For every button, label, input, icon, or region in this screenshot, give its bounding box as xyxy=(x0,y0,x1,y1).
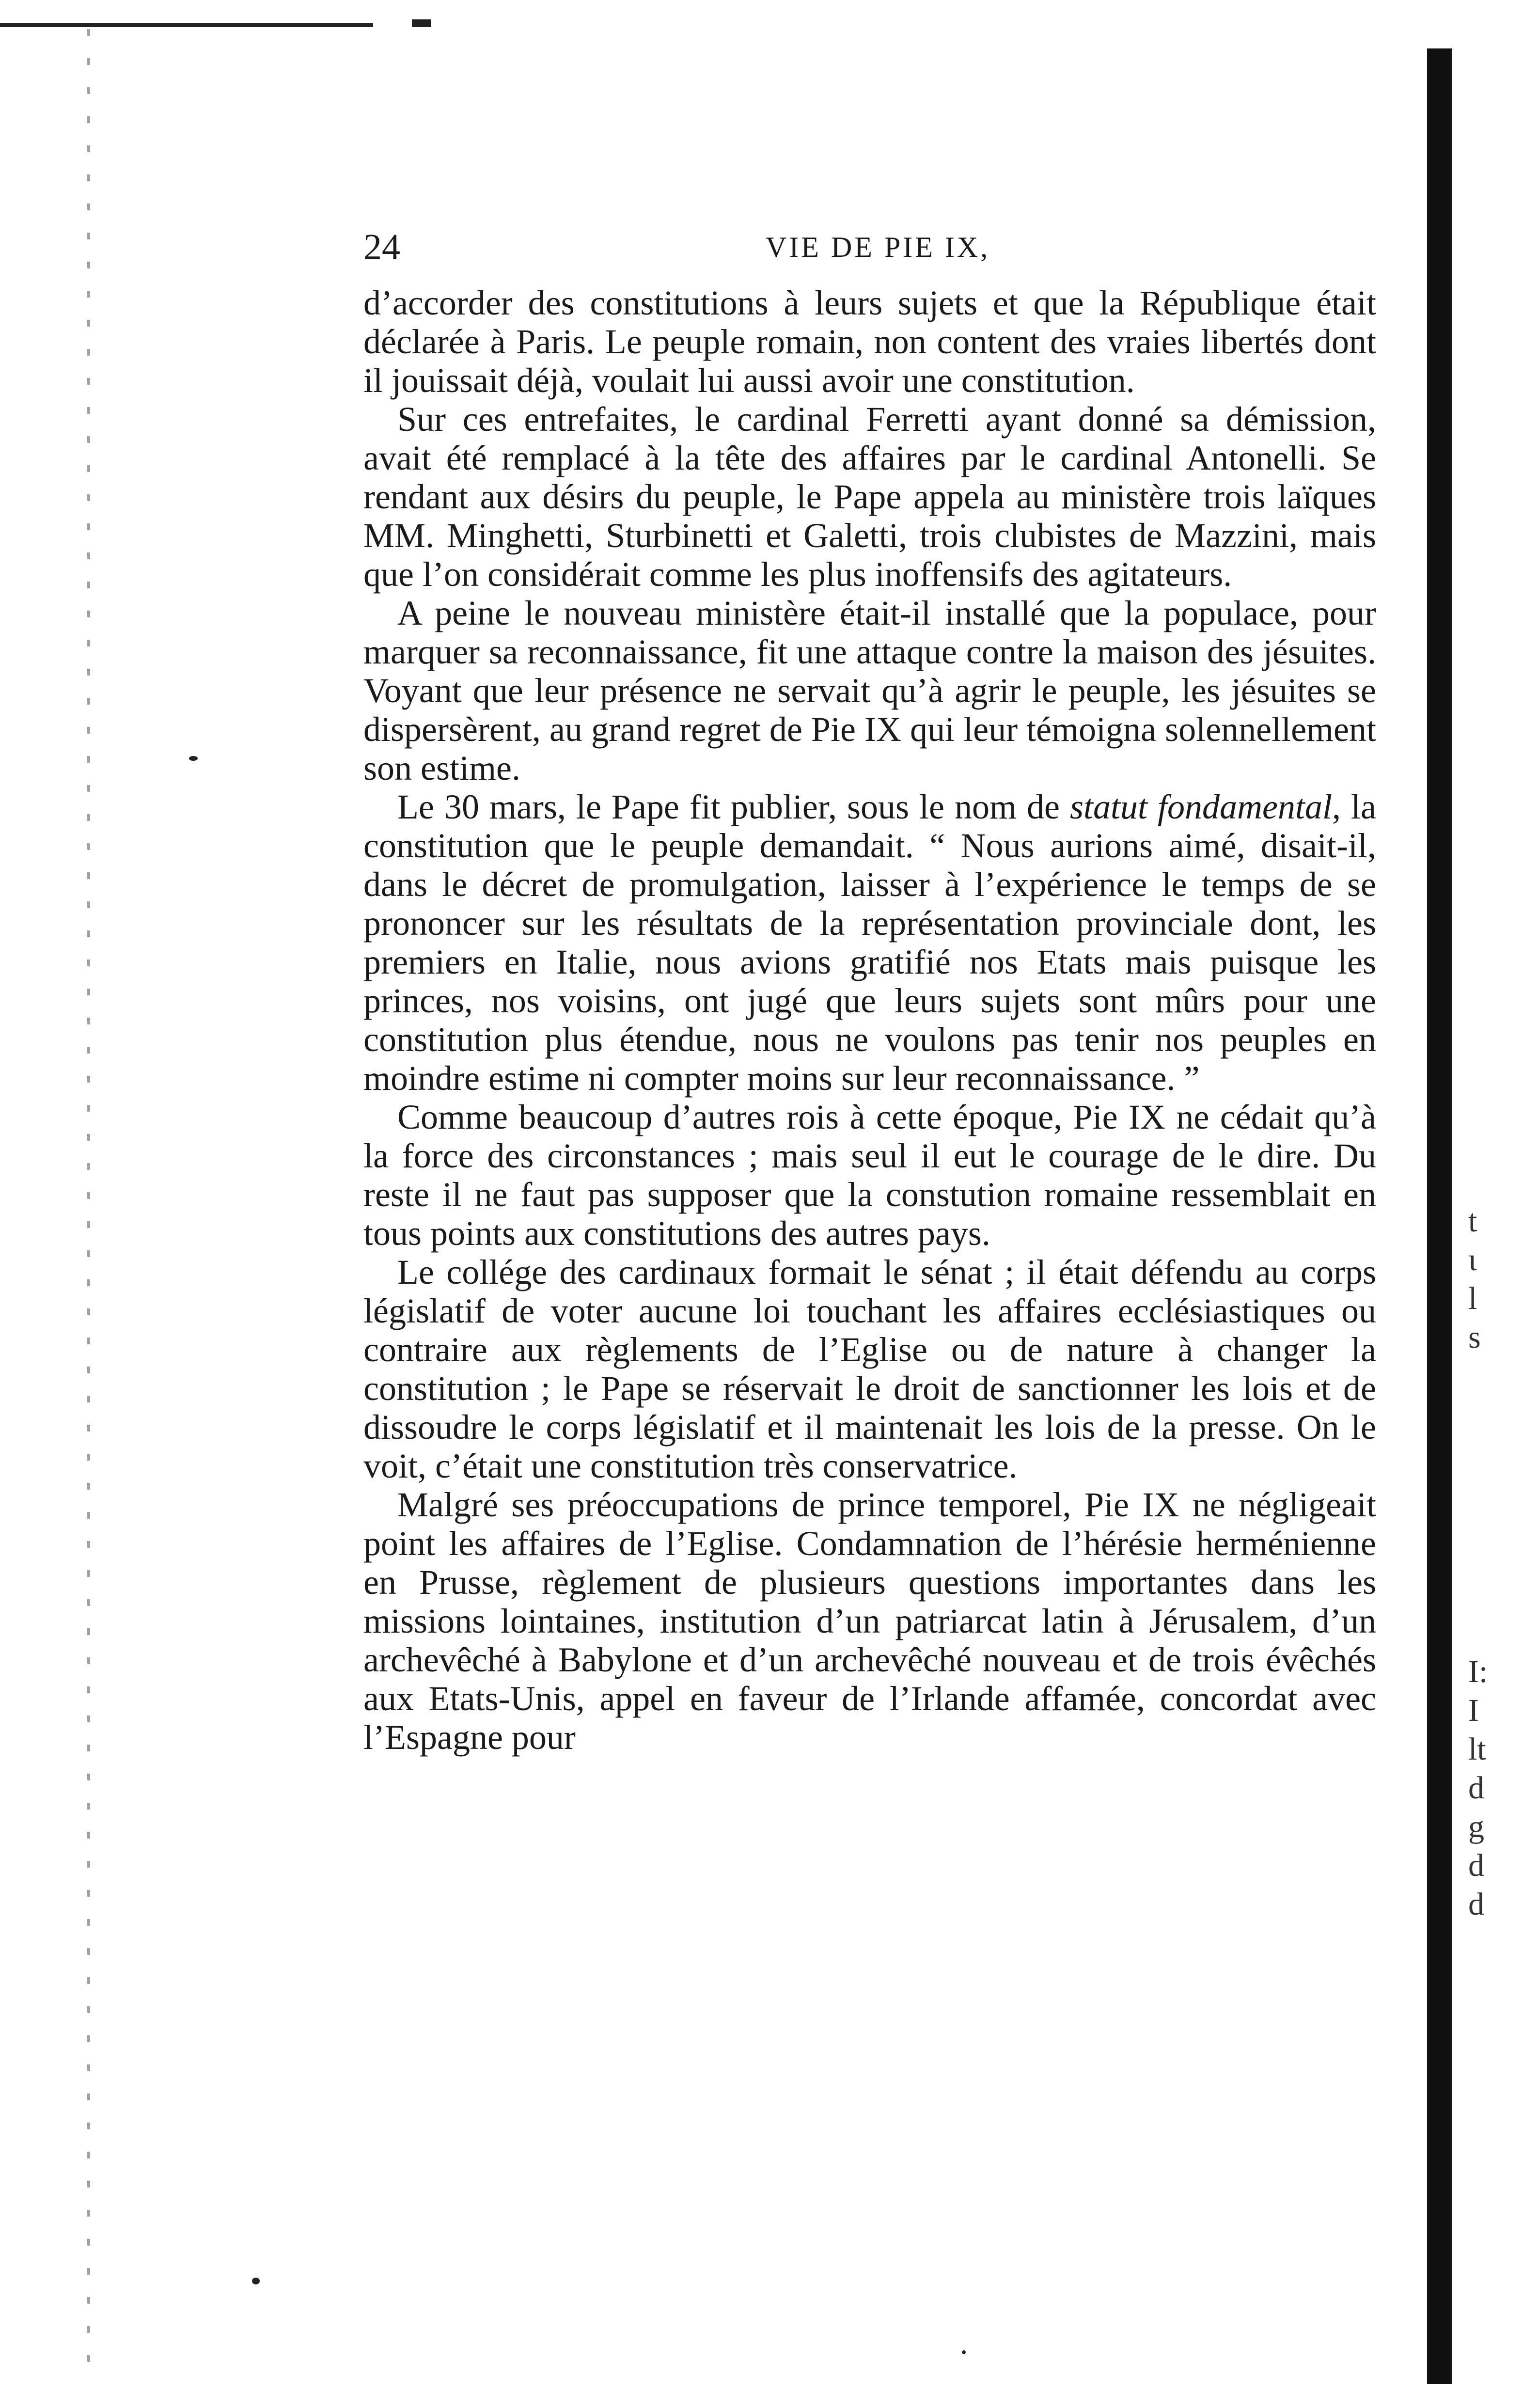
running-title: VIE DE PIE IX, xyxy=(766,231,990,263)
scan-top-mark xyxy=(412,19,431,27)
paragraph: Sur ces entrefaites, le cardinal Ferretti ayant donné sa démission, avait été remplacé à la tête des affaires par le cardinal Antonelli. Se rendant aux désirs du peuple, le Pape appela au ministère trois laïques MM. Minghetti, Sturbinetti et Galetti, trois clubistes de Mazzini, mais que l’on considérait comme les plus inoffensifs des agitateurs. xyxy=(363,400,1376,594)
italic-term: statut fondamental xyxy=(1070,787,1333,826)
scan-left-gutter xyxy=(87,29,90,2384)
fragment-group xyxy=(1468,1202,1507,1357)
scan-speck xyxy=(962,2350,966,2354)
page-number: 24 xyxy=(363,227,400,268)
margin-fragment: s xyxy=(1468,1320,1481,1355)
scan-speck xyxy=(252,2278,260,2284)
scan-top-rule xyxy=(0,23,373,27)
margin-fragment: d xyxy=(1468,1770,1484,1806)
margin-fragment: t xyxy=(1468,1203,1477,1239)
margin-fragment: l xyxy=(1468,1281,1477,1316)
scan-right-edge-bar xyxy=(1427,48,1452,2384)
margin-fragment: g xyxy=(1468,1809,1484,1844)
facing-page-fragments xyxy=(1468,1202,1507,1922)
paragraph: Comme beaucoup d’autres rois à cette époque, Pie IX ne cédait qu’à la force des circonstances ; mais seul il eut le courage de le dire. Du reste il ne faut pas supposer que la constution romaine ressemblait en tous points aux constitutions des autres pays. xyxy=(363,1098,1376,1253)
margin-fragment: I: xyxy=(1468,1654,1488,1689)
paragraph-text: Le 30 mars, le Pape fit publier, sous le nom de xyxy=(397,787,1070,826)
fragment-group xyxy=(1468,1653,1488,1924)
margin-fragment: I xyxy=(1468,1693,1479,1728)
paragraph: Le collége des cardinaux formait le sénat ; il était défendu au corps législatif de voter aucune loi touchant les affaires ecclésiastiques ou contraire aux règlements de l’Eglise ou de nature à changer la constitution ; le Pape se réservait le droit de sanctionner les lois et de dissoudre le corps législatif et il maintenait les lois de la presse. On le voit, c’était une constitution très conservatrice. xyxy=(363,1253,1376,1485)
body-text xyxy=(363,283,1376,1757)
margin-fragment: d xyxy=(1468,1848,1484,1883)
paragraph-text: , la constitution que le peuple demandait. “ Nous aurions aimé, disait-il, dans le décret de promulgation, laisser à l’expérience le temps de se prononcer sur les résultats de la représentation provinciale dont, les premiers en Italie, nous avions gratifié nos Etats mais puisque les princes, nos voisins, ont jugé que leurs sujets sont mûrs pour une constitution plus étendue, nous ne voulons pas tenir nos peuples en moindre estime ni compter moins sur leur reconnaissance. ” xyxy=(363,787,1376,1098)
paragraph xyxy=(363,787,1376,1098)
running-head xyxy=(363,220,1381,274)
margin-fragment: ι xyxy=(1468,1242,1477,1277)
margin-fragment: d xyxy=(1468,1887,1484,1922)
margin-fragment: lt xyxy=(1468,1731,1486,1767)
scan-speck xyxy=(189,756,198,761)
paragraph: d’accorder des constitutions à leurs sujets et que la République était déclarée à Paris. Le peuple romain, non content des vraies libertés dont il jouissait déjà, voulait lui aussi avoir une constitution. xyxy=(363,283,1376,400)
paragraph: A peine le nouveau ministère était-il installé que la populace, pour marquer sa reconnaissance, fit une attaque contre la maison des jésuites. Voyant que leur présence ne servait qu’à agrir le peuple, les jésuites se dispersèrent, au grand regret de Pie IX qui leur témoigna solennellement son estime. xyxy=(363,594,1376,787)
paragraph: Malgré ses préoccupations de prince temporel, Pie IX ne négligeait point les affaires de l’Eglise. Condamnation de l’hérésie herménienne en Prusse, règlement de plusieurs questions importantes dans les missions lointaines, institution d’un patriarcat latin à Jérusalem, d’un archevêché à Babylone et d’un archevêché nouveau et de trois évêchés aux Etats-Unis, appel en faveur de l’Irlande affamée, concordat avec l’Espagne pour xyxy=(363,1485,1376,1757)
